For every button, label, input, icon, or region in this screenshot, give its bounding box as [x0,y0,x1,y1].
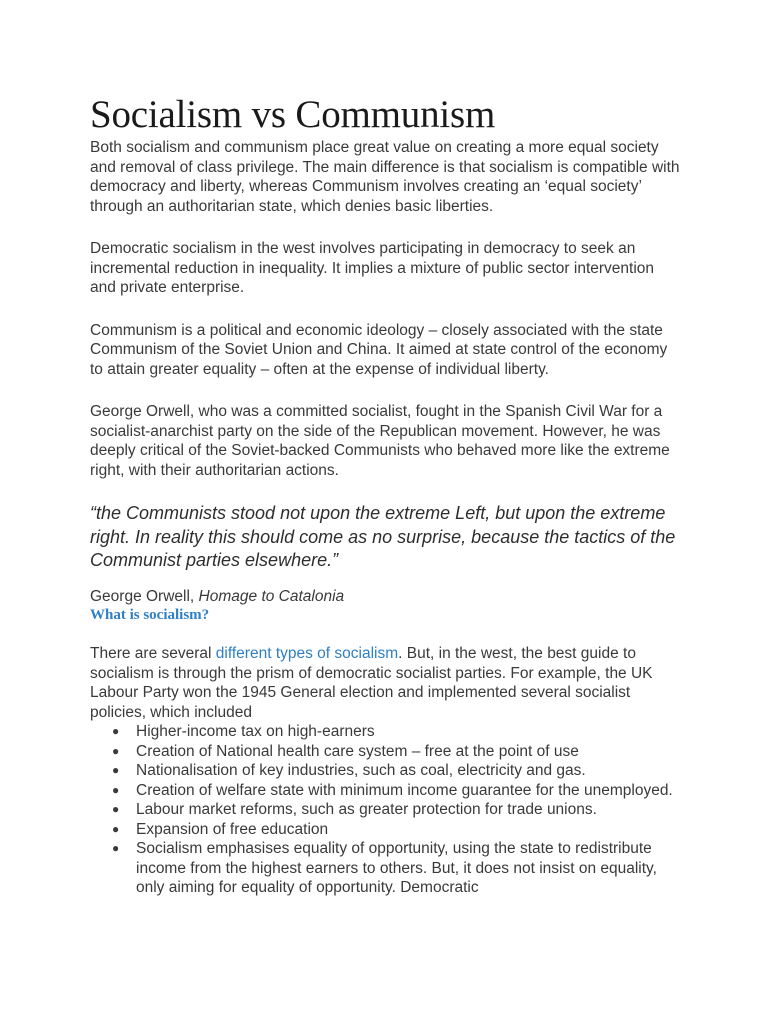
bullet-icon: ● [112,782,120,797]
list-item [90,820,680,840]
bullet-icon: ● [112,763,120,777]
list-item-text: Nationalisation of key industries, such as coal, electricity and gas. [136,762,586,779]
list-item [90,742,680,762]
bullet-icon: ● [112,821,120,836]
link-different-types-of-socialism[interactable]: different types of socialism [215,645,399,662]
list-item-text: Expansion of free education [136,820,329,838]
orwell-quote: “the Communists stood not upon the extreme Left, but upon the extreme right. In reality this should come as no surprise, because the tactics of the Communist parties elsewhere.” [90,503,676,570]
intro-text-before-link: There are several [90,645,216,662]
bullet-icon: ● [112,841,120,855]
bullet-icon: ● [112,802,120,816]
list-item [90,761,680,781]
document-page [90,92,680,898]
list-item-text: Creation of welfare state with minimum income guarantee for the unemployed. [136,781,673,799]
paragraph-orwell: George Orwell, who was a committed socialist, fought in the Spanish Civil War for a socialist-anarchist party on the side of the Republican movement. However, he was deeply critical of the Soviet-backed Communists who behaved more like the extreme right, with their authoritarian actions. [90,403,670,479]
list-item-text: Socialism emphasises equality of opportunity, using the state to redistribute income from the highest earners to others. But, it does not insist on equality, only aiming for equality of opportunity. Democratic [136,840,657,896]
list-item [90,839,680,898]
paragraph-communism: Communism is a political and economic ideology – closely associated with the state Communism of the Soviet Union and China. It aimed at state control of the economy to attain greater equality – often at the expense of individual liberty. [90,321,668,378]
intro-text-after-link: . But, in the west, the best guide to socialism is through the prism of democratic socialist parties. For example, the UK Labour Party won the 1945 General election and implemented several socialist policies, which included [90,645,653,721]
list-item [90,722,680,742]
paragraph-democratic-socialism: Democratic socialism in the west involves participating in democracy to seek an incremental reduction in inequality. It implies a mixture of public sector intervention and private enterprise. [90,240,655,296]
paragraph-types-of-socialism [90,644,680,722]
attribution-author: George Orwell, [90,587,199,605]
bullet-icon: ● [112,743,120,758]
list-item-text: Higher-income tax on high-earners [136,723,375,740]
list-item-text: Creation of National health care system – free at the point of use [136,742,579,760]
quote-attribution [90,587,680,607]
section-heading-what-is-socialism: What is socialism? [90,607,210,623]
list-item-text: Labour market reforms, such as greater protection for trade unions. [136,801,597,818]
list-item [90,800,680,820]
list-item [90,781,680,801]
paragraph-intro: Both socialism and communism place great value on creating a more equal society and removal of class privilege. The main difference is that socialism is compatible with democracy and liberty, whereas Communism involves creating an ‘equal society’ through an authoritarian state, which denies basic liberties. [90,139,680,215]
attribution-work: Homage to Catalonia [198,587,345,605]
policy-list [90,722,680,898]
page-title: Socialism vs Communism [90,93,496,136]
bullet-icon: ● [112,724,120,738]
